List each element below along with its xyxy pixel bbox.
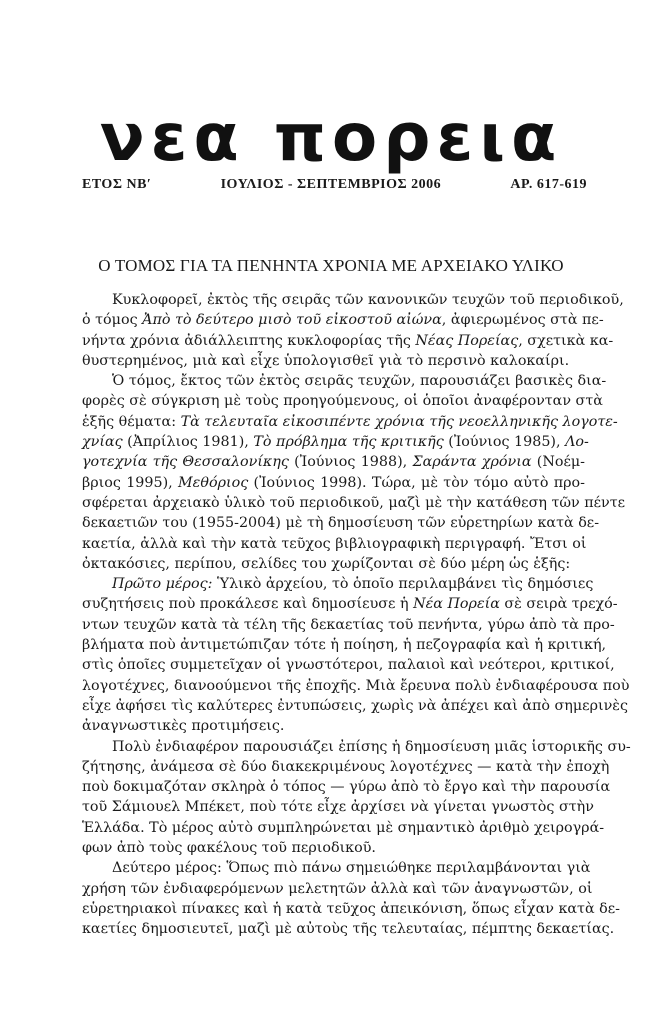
italic-title-text: χνίας <box>82 434 123 451</box>
text-line <box>82 554 585 574</box>
text-span: (Ἰούνιος 1988), <box>288 454 413 471</box>
text-span: θυστερημένος, μιὰ καὶ εἶχε ὑπολογισθεῖ γιὰ τὸ περσινὸ καλοκαίρι. <box>82 352 570 369</box>
text-line <box>82 432 589 452</box>
paragraph <box>82 737 631 859</box>
text-span: σφέρεται ἀρχειακὸ ὑλικὸ τοῦ περιοδικοῦ, μαζὶ μὲ τὴν κατάθεση τῶν πέντε <box>82 494 626 511</box>
text-line <box>82 818 605 838</box>
text-span: φορὲς σὲ σύγκριση μὲ τοὺς προηγούμενους, οἱ ὁποῖοι ἀναφέρονταν στὰ <box>82 393 603 410</box>
text-line <box>82 879 593 899</box>
text-span: , ἀφιερωμένος στὰ πε- <box>441 312 604 329</box>
text-span: Δεύτερο μέρος: Ὅπως πιὸ πάνω σημειώθηκε περιλαμβάνονται γιὰ <box>112 860 591 877</box>
text-span: ὁ τόμος <box>82 312 143 329</box>
issue-period: ΙΟΥΛΙΟΣ - ΣΕΠΤΕΜΒΡΙΟΣ 2006 <box>220 177 442 192</box>
text-line <box>82 513 600 533</box>
text-line <box>82 838 585 858</box>
paragraph <box>82 290 624 371</box>
text-span: βλήματα ποὺ ἀντιμετώπιζαν τότε ἡ ποίηση, ἡ πεζογραφία καὶ ἡ κριτική, <box>82 637 607 654</box>
text-span: νήντα χρόνια ἀδιάλλειπτης κυκλοφορίας τῆς <box>82 332 416 349</box>
text-span: χρήση τῶν ἐνδιαφερόμενων μελετητῶν ἀλλὰ καὶ τῶν ἀναγνωστῶν, οἱ <box>82 880 593 897</box>
text-span: ντων τευχῶν κατὰ τὰ τέλη τῆς δεκαετίας τοῦ πενήντα, γύρω ἀπὸ τὰ προ- <box>82 616 615 633</box>
text-span: Κυκλοφορεῖ, ἐκτὸς τῆς σειρᾶς τῶν κανονικῶν τευχῶν τοῦ περιοδικοῦ, <box>112 292 624 308</box>
text-span: δεκαετιῶν του (1955-2004) μὲ τὴ δημοσίευση τῶν εὑρετηρίων κατὰ δε- <box>82 515 600 532</box>
paragraph <box>82 574 630 736</box>
text-span: συζητήσεις ποὺ προκάλεσε καὶ δημοσίευσε ἡ <box>82 596 414 613</box>
text-line <box>82 452 585 472</box>
paragraph <box>82 858 621 939</box>
text-span: ζήτησης, ἀνάμεσα σὲ δύο διακεκριμένους λογοτέχνες — κατὰ τὴν ἐποχὴ <box>82 758 610 775</box>
text-line <box>82 696 628 716</box>
text-line <box>82 473 585 493</box>
text-line <box>82 493 626 513</box>
italic-title-text: Νέα Πορεία <box>413 596 500 613</box>
text-span: καετία, ἀλλὰ καὶ τὴν κατὰ τεῦχος βιβλιογραφικὴ περιγραφή. Ἔτσι οἱ <box>82 535 587 552</box>
text-line <box>82 716 585 736</box>
italic-title-text: Νέας Πορείας <box>415 332 519 349</box>
article-body <box>82 290 631 940</box>
text-line <box>82 391 603 411</box>
text-span: ὀκτακόσιες, περίπου, σελίδες του χωρίζονται σὲ δύο μέρη ὡς ἑξῆς: <box>82 555 571 572</box>
text-span: σὲ σειρὰ τρεχό- <box>499 596 618 613</box>
text-span: ἑξῆς θέματα: <box>82 413 181 430</box>
text-span: , σχετικὰ κα- <box>518 332 614 349</box>
text-span: ἀναγνωστικὲς προτιμήσεις. <box>82 718 285 735</box>
text-span: εὑρετηριακοὶ πίνακες καὶ ἡ κατὰ τεῦχος ἀπεικόνιση, ὅπως εἶχαν κατὰ δε- <box>82 900 621 917</box>
issue-info <box>82 177 587 193</box>
text-line <box>82 797 594 817</box>
text-span: Πολὺ ἐνδιαφέρον παρουσιάζει ἐπίσης ἡ δημοσίευση μιᾶς ἱστορικῆς συ- <box>112 738 631 755</box>
italic-title-text: γοτεχνία τῆς Θεσσαλονίκης <box>82 454 289 471</box>
text-span: (Ἰούνιος 1985), <box>443 434 566 451</box>
text-line <box>82 574 594 594</box>
italic-title-text: Τὰ τελευταῖα εἰκοσιπέντε χρόνια τῆς νεοελληνικῆς λογοτε- <box>180 413 618 430</box>
text-line <box>82 331 614 351</box>
text-line <box>82 655 615 675</box>
text-span: (Νοέμ- <box>531 454 585 471</box>
text-line <box>82 594 618 614</box>
italic-title-text: Σαράντα χρόνια <box>412 454 532 471</box>
text-line <box>82 371 607 391</box>
text-span: τοῦ Σάμιουελ Μπέκετ, ποὺ τότε εἶχε ἀρχίσει νὰ γίνεται γνωστὸς στὴν <box>82 799 594 816</box>
volume-year: ΕΤΟΣ ΝΒ′ <box>82 177 152 192</box>
text-line <box>82 615 615 635</box>
text-span: (Ἰούνιος 1998). Τώρα, μὲ τὸν τόμο αὐτὸ προ- <box>248 474 585 491</box>
italic-title-text: Τὸ πρόβλημα τῆς κριτικῆς <box>253 434 444 451</box>
text-line <box>82 412 618 432</box>
text-span: εἶχε ἀφήσει τὶς καλύτερες ἐντυπώσεις, χωρὶς νὰ ἀπέχει καὶ ἀπὸ σημερινὲς <box>82 697 628 714</box>
text-span: Ἑλλάδα. Τὸ μέρος αὐτὸ συμπληρώνεται μὲ σημαντικὸ ἀριθμὸ χειρογρά- <box>82 819 605 836</box>
text-line <box>82 858 591 878</box>
italic-title-text: Πρῶτο μέρος: <box>112 576 213 593</box>
text-line <box>82 635 607 655</box>
text-span: ποὺ δοκιμαζόταν σκληρὰ ὁ τόπος — γύρω ἀπὸ τὸ ἔργο καὶ τὴν παρουσία <box>82 779 611 796</box>
text-span: στὶς ὁποῖες συμμετεῖχαν οἱ γνωστότεροι, παλαιοὶ καὶ νεότεροι, κριτικοί, <box>82 657 615 674</box>
text-line <box>82 676 630 696</box>
text-line <box>82 351 585 371</box>
text-line <box>82 737 631 757</box>
text-span: Ὑλικὸ ἀρχείου, τὸ ὁποῖο περιλαμβάνει τὶς δημόσιες <box>212 576 594 593</box>
text-span: λογοτέχνες, διανοούμενοι τῆς ἐποχῆς. Μιὰ ἔρευνα πολὺ ἐνδιαφέρουσα ποὺ <box>82 677 630 694</box>
paragraph <box>82 371 626 574</box>
text-line <box>82 919 615 939</box>
text-span: καετίες δημοσιευτεῖ, μαζὶ μὲ αὐτοὺς τῆς τελευταίας, πέμπτης δεκαετίας. <box>82 921 615 938</box>
issue-number: ΑΡ. 617-619 <box>510 177 587 192</box>
italic-title-text: Μεθόριος <box>178 474 249 491</box>
magazine-logo: νεα πορεια <box>99 99 563 176</box>
text-line <box>82 899 621 919</box>
text-line <box>82 777 611 797</box>
text-line <box>82 757 610 777</box>
text-span: βριος 1995), <box>82 474 179 491</box>
text-span: Ὁ τόμος, ἔκτος τῶν ἐκτὸς σειρᾶς τευχῶν, παρουσιάζει βασικὲς δια- <box>112 373 607 390</box>
text-line <box>82 290 624 310</box>
text-line <box>82 310 604 330</box>
text-span: (Ἀπρίλιος 1981), <box>122 434 254 451</box>
article-title: Ο ΤΟΜΟΣ ΓΙΑ ΤΑ ΠΕΝΗΝΤΑ ΧΡΟΝΙΑ ΜΕ ΑΡΧΕΙΑΚΟ ΥΛΙΚΟ <box>98 256 564 275</box>
text-line <box>82 534 585 554</box>
text-span: φων ἀπὸ τοὺς φακέλους τοῦ περιοδικοῦ. <box>82 840 376 857</box>
italic-title-text: Ἀπὸ τὸ δεύτερο μισὸ τοῦ εἰκοστοῦ αἰώνα <box>142 312 442 329</box>
italic-title-text: Λο- <box>565 434 589 451</box>
